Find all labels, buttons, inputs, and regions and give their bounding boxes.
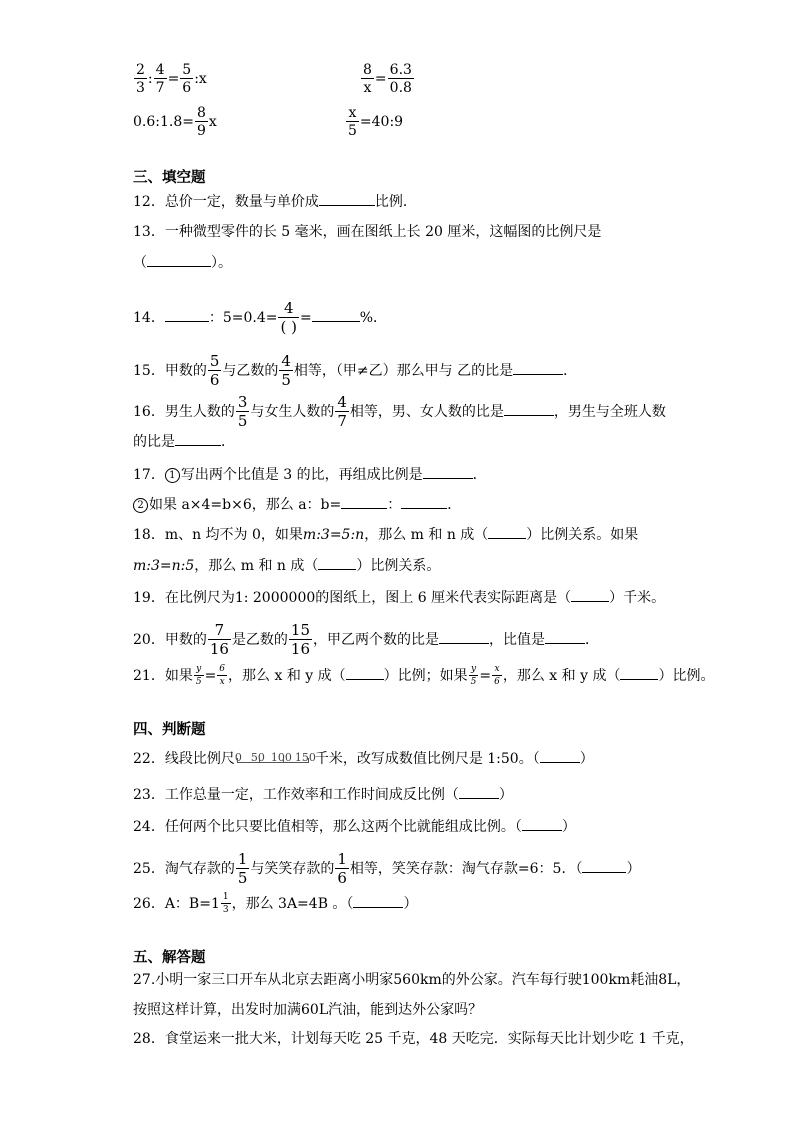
fraction: $\frac{6}{x}$ <box>219 664 226 687</box>
question-20: 20．甲数的 $\frac{7}{16}$ 是乙数的 $\frac{15}{16}$ ，甲乙两个数的比是 ，比值是 ． <box>133 621 600 658</box>
fraction: $\frac{y}{5}$ <box>195 664 202 687</box>
question-13: 13．一种微型零件的长 5 毫米，画在图纸上长 20 厘米，这幅图的比例尺是 <box>133 224 602 240</box>
answer-blank[interactable] <box>540 748 580 763</box>
question-18: 18．m、n 均不为 0，如果m:3=5:n，那么 m 和 n 成（ ）比例关系。如果 <box>133 524 638 545</box>
fraction: $\frac{8}{x}$ <box>363 62 372 96</box>
question-18-line2: m:3=n:5，那么 m 和 n 成（ ）比例关系。 <box>133 555 440 576</box>
answer-blank[interactable] <box>341 494 387 509</box>
question-24: 24．任何两个比只要比值相等，那么这两个比就能组成比例。（ ） <box>133 816 576 837</box>
fraction: $\frac{7}{16}$ <box>209 621 229 658</box>
question-23: 23．工作总量一定，工作效率和工作时间成反比例（ ） <box>133 784 513 805</box>
answer-blank[interactable] <box>346 665 384 680</box>
answer-blank[interactable] <box>147 252 211 267</box>
fraction: $\frac{4}{7}$ <box>337 393 347 430</box>
answer-blank[interactable] <box>353 893 403 908</box>
question-12: 12．总价一定，数量与单价成 比例． <box>133 191 417 212</box>
question-14: 14． ：5=0.4= $\frac{4}{( )}$ = %． <box>133 299 387 336</box>
question-13-line2: （ ）。 <box>133 252 232 273</box>
question-27: 27.小明一家三口开车从北京去距离小明家560km的外公家。汽车每行驶100km耗油8L， <box>133 972 691 988</box>
answer-blank[interactable] <box>175 431 221 446</box>
answer-blank[interactable] <box>401 494 447 509</box>
fraction: $\frac{2}{3}$ <box>136 62 145 96</box>
answer-blank[interactable] <box>319 191 375 206</box>
question-22: 22．线段比例尺 0 50 100 150 千米，改写成数值比例尺是 1:50。（ ） <box>133 748 594 769</box>
answer-blank[interactable] <box>423 464 473 479</box>
circled-number-1: 1 <box>165 468 180 483</box>
fraction: $\frac{x}{6}$ <box>494 664 500 687</box>
fraction: $\frac{6.3}{0.8}$ <box>389 62 412 96</box>
fraction: $\frac{4}{( )}$ <box>280 299 297 336</box>
question-28: 28．食堂运来一批大米，计划每天吃 25 千克，48 天吃完．实际每天比计划少吃 1 千克， <box>133 1031 694 1047</box>
answer-blank[interactable] <box>459 784 499 799</box>
equation-4: $\frac{x}{5}$ =40:9 <box>348 105 404 139</box>
answer-blank[interactable] <box>312 307 360 322</box>
question-19: 19．在比例尺为1: 2000000的图纸上，图上 6 厘米代表实际距离是（ ）千米。 <box>133 587 665 608</box>
answer-blank[interactable] <box>582 858 626 873</box>
equation-1: $\frac{2}{3}$ : $\frac{4}{7}$ = $\frac{5}{6}$ :x <box>136 62 207 96</box>
question-17: 17． 1 写出两个比值是 3 的比，再组成比例是 ． <box>133 464 487 485</box>
fraction: $\frac{4}{5}$ <box>281 352 291 389</box>
fraction: $\frac{5}{6}$ <box>182 62 192 96</box>
equation-2: $\frac{8}{x}$ = $\frac{6.3}{0.8}$ <box>363 62 412 96</box>
question-27-line2: 按照这样计算，出发时加满60L汽油，能到达外公家吗？ <box>133 1002 483 1018</box>
question-21: 21．如果 $\frac{y}{5}$ = $\frac{6}{x}$ ，那么 x 和 y 成（ ）比例；如果 $\frac{y}{5}$ = $\frac{x}{6}$ ，那么 x 和 y 成（ ）比例。 <box>133 664 715 687</box>
answer-blank[interactable] <box>620 665 658 680</box>
answer-blank[interactable] <box>571 587 609 602</box>
question-17-part2: 2 如果 a×4=b×6，那么 a：b= ： ． <box>133 494 461 515</box>
line-scale-graphic: 0 50 100 150 <box>234 751 316 764</box>
answer-blank[interactable] <box>504 401 554 416</box>
answer-blank[interactable] <box>545 629 585 644</box>
equation-3: 0.6:1.8= $\frac{8}{9}$ x <box>133 105 217 139</box>
answer-blank[interactable] <box>165 307 209 322</box>
fraction: $\frac{1}{5}$ <box>237 850 248 887</box>
answer-blank[interactable] <box>318 555 356 570</box>
fraction: $\frac{4}{7}$ <box>155 62 165 96</box>
answer-blank[interactable] <box>513 360 563 375</box>
circled-number-2: 2 <box>133 498 148 513</box>
fraction: $\frac{x}{5}$ <box>348 105 357 139</box>
fraction: $\frac{15}{16}$ <box>290 621 311 658</box>
fraction: $\frac{1}{3}$ <box>222 892 229 915</box>
section-heading-fill: 三、填空题 <box>133 170 206 186</box>
fraction: $\frac{3}{5}$ <box>237 393 248 430</box>
question-16: 16．男生人数的 $\frac{3}{5}$ 与女生人数的 $\frac{4}{7}$ 相等，男、女人数的比是 ，男生与全班人数 <box>133 393 666 430</box>
answer-blank[interactable] <box>439 629 489 644</box>
fraction: $\frac{8}{9}$ <box>196 105 206 139</box>
question-25: 25．淘气存款的 $\frac{1}{5}$ 与笑笑存款的 $\frac{1}{6}$ 相等，笑笑存款：淘气存款=6：5．（ ） <box>133 850 641 887</box>
question-15: 15．甲数的 $\frac{5}{6}$ 与乙数的 $\frac{4}{5}$ 相等，（甲≠乙）那么甲与 乙的比是 ． <box>133 352 578 389</box>
answer-blank[interactable] <box>522 816 562 831</box>
fraction: $\frac{1}{6}$ <box>337 850 347 887</box>
fraction: $\frac{5}{6}$ <box>209 352 220 389</box>
section-heading-judge: 四、判断题 <box>133 722 206 738</box>
question-26: 26．A：B=1 $\frac{1}{3}$ ，那么 3A=4B 。（ ） <box>133 892 418 915</box>
fraction: $\frac{y}{5}$ <box>470 664 477 687</box>
section-heading-answer: 五、解答题 <box>133 950 206 966</box>
answer-blank[interactable] <box>488 524 526 539</box>
question-16-line2: 的比是 ． <box>133 431 235 452</box>
